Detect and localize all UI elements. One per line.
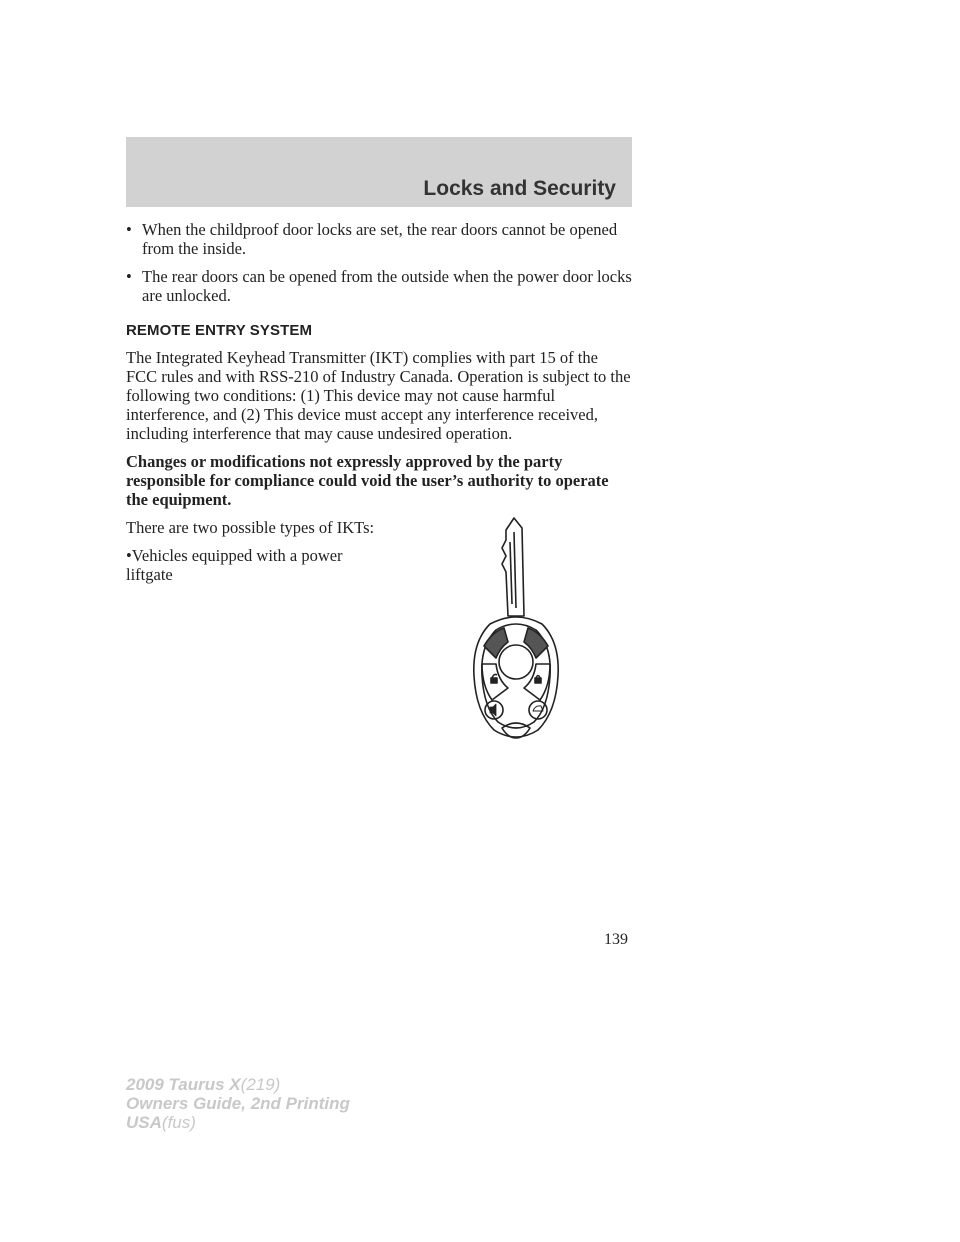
section-title: Locks and Security [423,177,616,200]
footer [126,1075,350,1132]
footer-region-code: (fus) [161,1113,196,1132]
key-blade [502,518,524,616]
footer-region: USA [126,1113,162,1132]
section-heading: REMOTE ENTRY SYSTEM [126,322,313,339]
ikt-type-item [126,546,361,584]
center-logo [499,645,533,679]
bullet-item [126,220,632,258]
key-fob-illustration [458,512,574,746]
footer-line-3 [126,1113,350,1132]
fcc-paragraph: The Integrated Keyhead Transmitter (IKT) complies with part 15 of the FCC rules and with RSS-210 of Industry Canada. Operation is subject to the following two conditions: (1) This device may not cause harmful interference, and (2) This device must accept any interference received, including interference that may cause undesired operation. [126,348,631,443]
ikt-types-intro: There are two possible types of IKTs: [126,518,375,537]
ikt-type-text: Vehicles equipped with a power liftgate [126,546,343,584]
section-header-band [126,137,632,207]
bullet-item [126,267,632,305]
footer-line-2: Owners Guide, 2nd Printing [126,1094,350,1113]
footer-model-code: (219) [240,1075,281,1094]
bullet-symbol: • [126,267,132,286]
bullet-text: The rear doors can be opened from the outside when the power door locks are unlocked. [142,267,632,305]
page-number: 139 [604,931,628,948]
warning-paragraph: Changes or modifications not expressly approved by the party responsible for compliance could void the user’s authority to operate the equipment. [126,452,609,509]
footer-line-1 [126,1075,350,1094]
fob-head [474,617,558,737]
bullet-text: When the childproof door locks are set, the rear doors cannot be opened from the inside. [142,220,618,258]
bullet-symbol: • [126,546,132,565]
bullet-symbol: • [126,220,132,239]
footer-model: 2009 Taurus X [126,1075,241,1094]
unlock-upper-button [484,628,508,658]
lock-upper-button [524,628,548,658]
